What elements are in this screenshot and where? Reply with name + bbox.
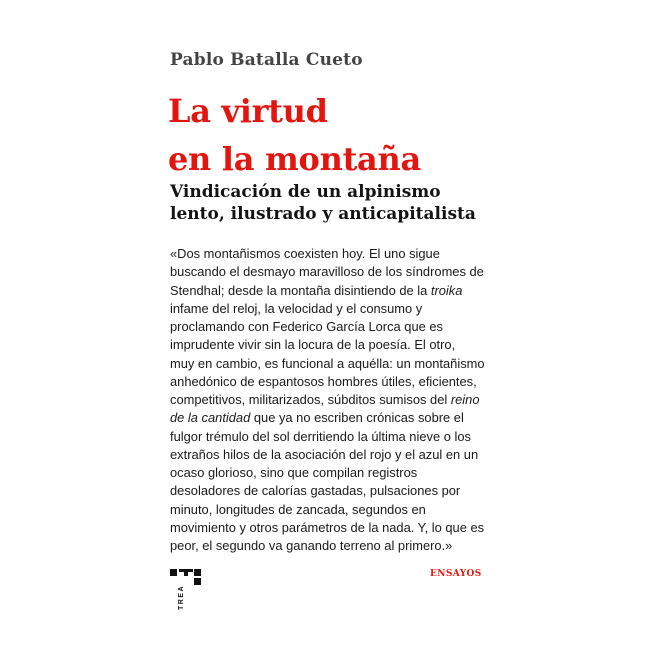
blurb-line: extraños hilos de la asociación del rojo y el azul en un [170, 446, 479, 462]
publisher-name: TREA [178, 584, 185, 610]
blurb-line: anhedónico de espantosos hombres útiles, eficientes, [170, 373, 477, 389]
series-name: ENSAYOS [430, 569, 482, 579]
blurb-line: ocaso glorioso, sino que compilan registros [170, 465, 418, 480]
blurb-line [170, 391, 500, 409]
blurb-line [170, 282, 500, 300]
blurb-text [170, 245, 500, 555]
logo-square-icon [170, 569, 177, 576]
blurb-line: desoladores de calorías gastadas, pulsaciones por [170, 483, 461, 499]
blurb-line: proclamando con Federico García Lorca que es [170, 319, 444, 334]
title-line-1: La virtud [168, 92, 328, 130]
blurb-line: «Dos montañismos coexisten hoy. El uno sigue [170, 246, 440, 261]
blurb-line: minuto, longitudes de zancada, segundos en [170, 501, 426, 517]
blurb-line: muy en cambio, es funcional a aquélla: un montañismo [170, 355, 485, 371]
blurb-line: movimiento y otros parámetros de la nada. Y, lo que es [170, 519, 485, 535]
logo-square-icon [194, 569, 201, 576]
blurb-line: peor, el segundo va ganando terreno al primero.» [170, 538, 453, 553]
publisher-logo [170, 569, 202, 617]
blurb-segment: competitivos, militarizados, súbditos sumisos del [170, 392, 451, 407]
blurb-italic-troika: troika [430, 282, 463, 298]
subtitle-line-2: lento, ilustrado y anticapitalista [170, 204, 476, 224]
blurb-line: buscando el desmayo maravilloso de los síndromes de [170, 264, 484, 280]
logo-square-icon [194, 578, 201, 585]
blurb-line: imprudente vivir sin la locura de la poesía. El otro, [170, 337, 456, 353]
blurb-italic-reino: reino [450, 392, 480, 407]
blurb-line: fulgor trémulo del sol derritiendo la última nieve o los [170, 428, 471, 444]
blurb-segment: que ya no escriben crónicas sobre el [250, 410, 464, 426]
subtitle-line-1: Vindicación de un alpinismo [170, 182, 441, 202]
book-subtitle [170, 181, 476, 225]
blurb-segment: Stendhal; desde la montaña disintiendo de la [170, 282, 431, 298]
book-title [168, 87, 421, 183]
blurb-line [170, 409, 500, 427]
blurb-italic-cantidad: de la cantidad [170, 410, 251, 426]
blurb-line: infame del reloj, la velocidad y el consumo y [170, 300, 423, 316]
author-name: Pablo Batalla Cueto [170, 50, 363, 70]
logo-t-icon [179, 569, 193, 576]
title-line-2: en la montaña [168, 140, 421, 178]
